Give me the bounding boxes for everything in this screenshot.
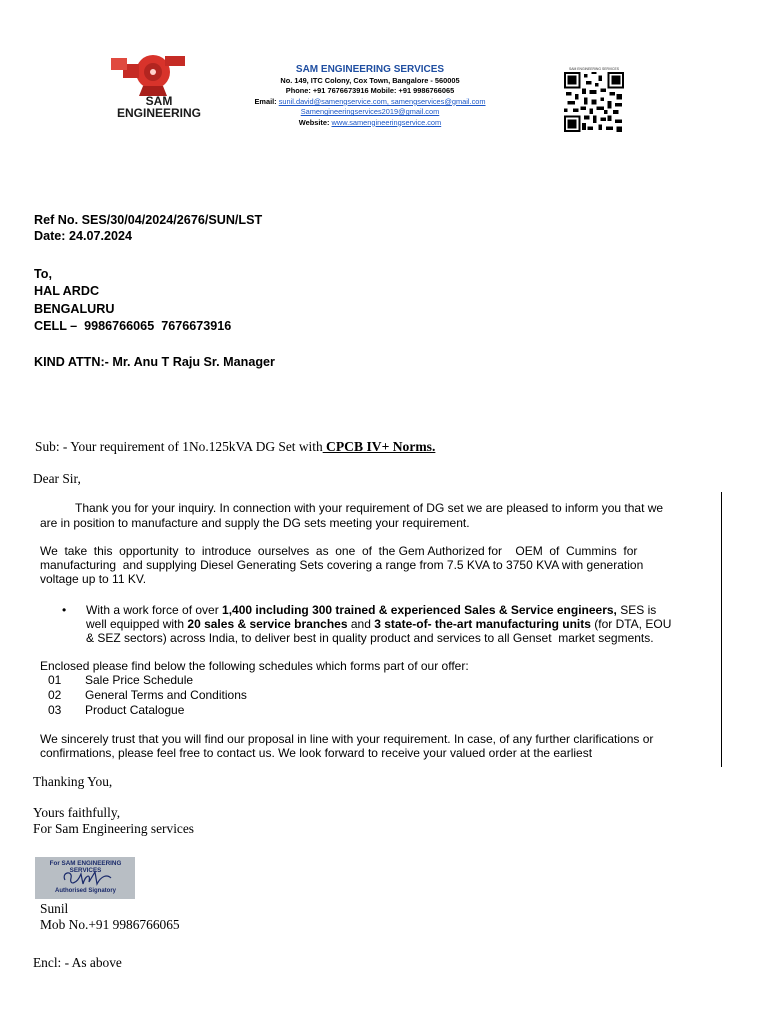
website-link[interactable]: www.samengineeringservice.com [331, 117, 442, 127]
company-name: SAM ENGINEERING SERVICES [295, 64, 445, 75]
para2-line2: manufacturing and supplying Diesel Generating Sets covering a range from 7.5 KVA to 3750 KVA with generation [40, 558, 644, 572]
qr-caption: SAM ENGINEERING SERVICES [568, 67, 620, 71]
schedule-label: General Terms and Conditions [85, 688, 247, 702]
logo-text [104, 95, 214, 119]
bullet-line3: & SEZ sectors) across India, to deliver best in quality product and services to all Genset market segments. [86, 631, 654, 645]
email-label: Email: [254, 96, 277, 106]
logo-text-sam: SAM [145, 94, 173, 108]
bullet-line1: With a work force of over 1,400 including 300 trained & experienced Sales & Service engineers, SES is [86, 603, 657, 617]
signatory-name: Sunil [40, 901, 69, 916]
kind-attention: KIND ATTN:- Mr. Anu T Raju Sr. Manager [34, 355, 275, 369]
subject-line [35, 439, 435, 455]
website-line [230, 118, 510, 128]
para2-line1: We take this opportunity to introduce ourselves as one of the Gem Authorized for OEM of Cummins for [40, 544, 638, 558]
company-email-line [230, 97, 510, 107]
schedule-no: 01 [48, 673, 62, 687]
for-company: For Sam Engineering services [33, 821, 195, 836]
signatory-mobile: Mob No.+91 9986766065 [40, 917, 180, 932]
recipient-city: BENGALURU [34, 302, 115, 316]
margin-line [721, 492, 722, 767]
thanking-you: Thanking You, [33, 774, 113, 789]
signature-icon [55, 866, 115, 890]
logo-text-engineering: ENGINEERING [116, 106, 201, 120]
ref-number: Ref No. SES/30/04/2024/2676/SUN/LST [34, 213, 263, 227]
schedule-no: 02 [48, 688, 62, 702]
para1-line2: are in position to manufacture and supply the DG sets meeting your requirement. [40, 516, 470, 530]
schedule-label: Product Catalogue [85, 703, 185, 717]
schedule-no: 03 [48, 703, 62, 717]
recipient-cell: CELL – 9986766065 7676673916 [34, 319, 232, 333]
para1-line1: Thank you for your inquiry. In connection with your requirement of DG set we are pleased to inform you that we [75, 501, 664, 515]
email-link[interactable]: sunil.david@samengservice.com, samengservices@gmail.com [278, 96, 486, 106]
enclosed-intro: Enclosed please find below the following schedules which forms part of our offer: [40, 659, 469, 673]
ref-date: Date: 24.07.2024 [34, 229, 133, 243]
company-address: No. 149, ITC Colony, Cox Town, Bangalore - 560005 [280, 76, 460, 85]
stamp-authorised: Authorised Signatory [54, 888, 116, 894]
bullet-line2: well equipped with 20 sales & service branches and 3 state-of- the-art manufacturing units (for DTA, EOU [86, 617, 672, 631]
salutation: Dear Sir, [33, 471, 81, 486]
recipient-to: To, [34, 267, 52, 281]
subject-prefix: Sub: - Your requirement of 1No.125kVA DG Set with [35, 439, 323, 454]
website-label: Website: [298, 117, 330, 127]
letterhead [230, 64, 510, 128]
email-link-2[interactable]: Samengineeringservices2019@gmail.com [300, 107, 440, 117]
enclosure-note: Encl: - As above [33, 955, 122, 970]
yours-faithfully: Yours faithfully, [33, 805, 121, 820]
company-phone: Phone: +91 7676673916 Mobile: +91 9986766065 [285, 86, 455, 96]
recipient-org: HAL ARDC [34, 284, 100, 298]
schedule-label: Sale Price Schedule [85, 673, 194, 687]
stamp-company: For SAM ENGINEERING SERVICES [49, 860, 122, 874]
qr-code-icon [561, 72, 627, 132]
subject-highlight: CPCB IV+ Norms. [322, 439, 436, 454]
para2-line3: voltage up to 11 KV. [40, 572, 147, 586]
bullet-icon: • [62, 603, 67, 617]
closing-line1: We sincerely trust that you will find our proposal in line with your requirement. In case, of any further clarifications or [40, 732, 654, 746]
closing-line2: confirmations, please feel free to contact us. We look forward to receive your valued order at the earliest [40, 746, 593, 760]
